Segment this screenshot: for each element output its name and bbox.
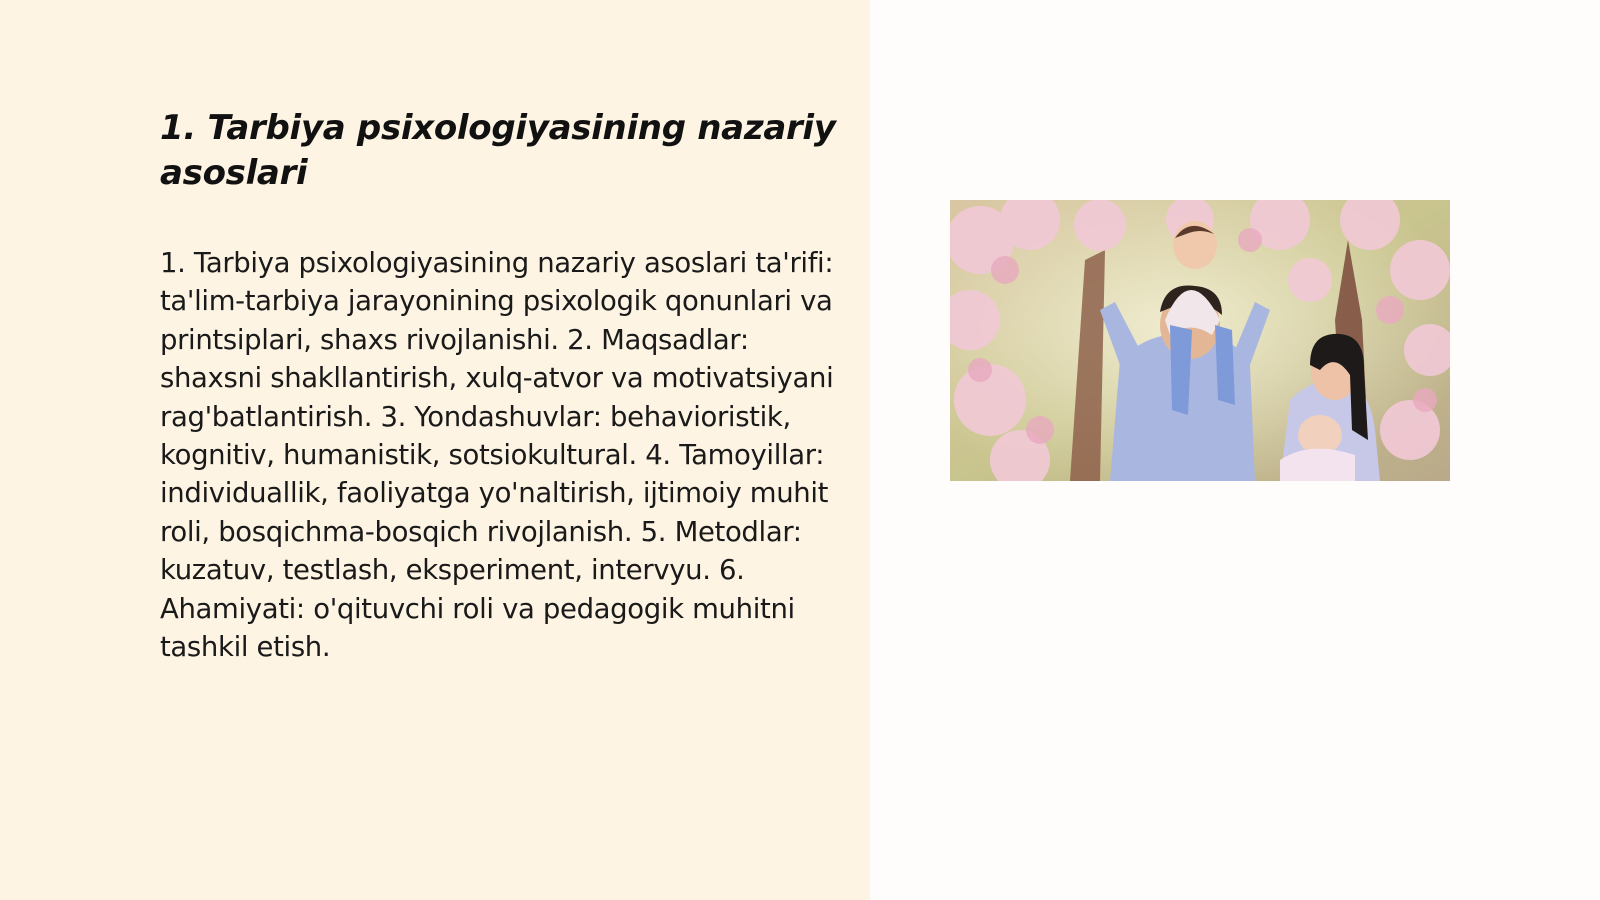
slide-title: 1. Tarbiya psixologiyasining nazariy asoslari (160, 108, 836, 193)
family-photo-illustration (950, 200, 1450, 481)
slide-body-text: 1. Tarbiya psixologiyasining nazariy asoslari ta'rifi: ta'lim-tarbiya jarayonining psixologik qonunlari va printsiplari, shaxs rivojlanishi. 2. Maqsadlar: shaxsni shakllantirish, xulq-atvor va motivatsiyani rag'batlantirish. 3. Yondashuvlar: behavioristik, kognitiv, humanistik, sotsiokultural. 4. Tamoyillar: individuallik, faoliyatga yo'naltirish, ijtimoiy muhit roli, bosqichma-bosqich rivojlanish. 5. Metodlar: kuzatuv, testlash, eksperiment, intervyu. 6. Ahamiyati: o'qituvchi roli va pedagogik muhitni tashkil etish. (160, 247, 834, 664)
family-photo (950, 200, 1450, 481)
